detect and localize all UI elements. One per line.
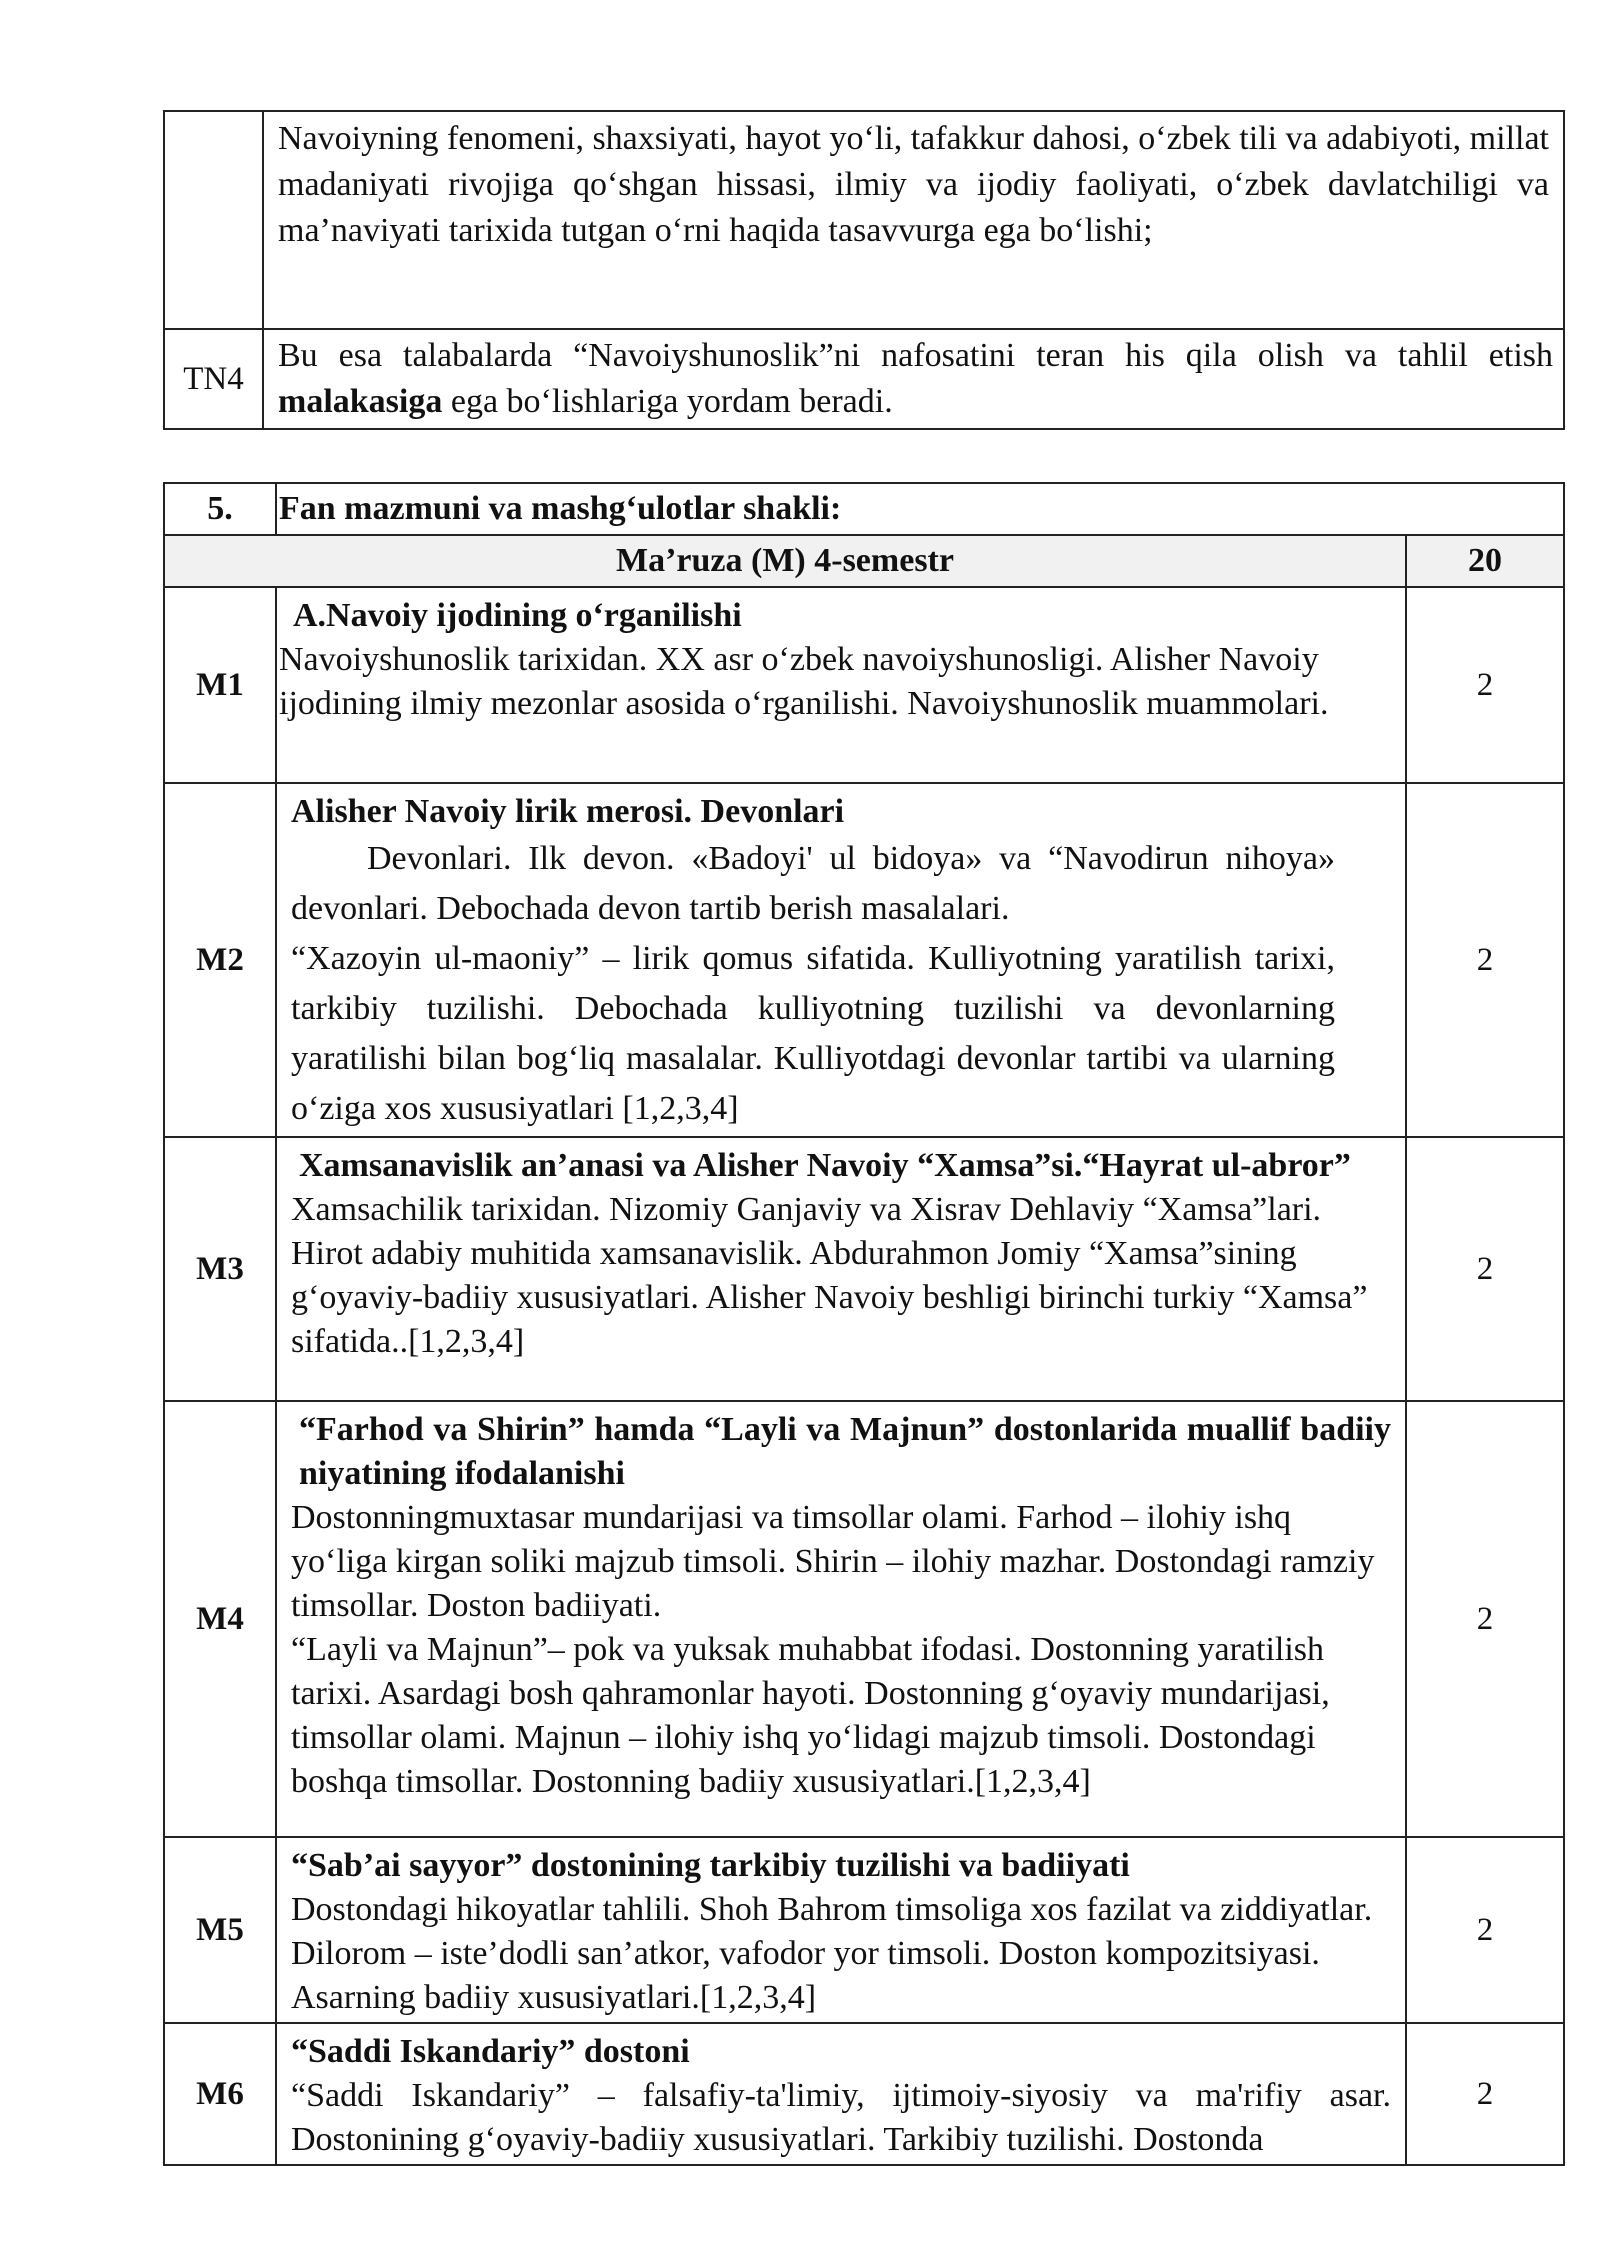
lecture-body: “Xazoyin ul-maoniy” – lirik qomus sifatida. Kulliyotning yaratilish tarixi, tarkibiy tuzilishi. Debochada kulliyotning tuzilishi va devonlarning yaratilishi bilan bog‘liq masalalar. Kulliyotdagi devonlar tartibi va ularning o‘ziga xos xususiyatlari [1,2,3,4]	[291, 940, 1335, 1127]
lecture-content	[276, 783, 1406, 1137]
table-row	[164, 1837, 1564, 2023]
lecture-body: Xamsachilik tarixidan. Nizomiy Ganjaviy va Xisrav Dehlaviy “Xamsa”lari. Hirot adabiy muhitida xamsanavislik. Abdurahmon Jomiy “Xamsa”sining g‘oyaviy-badiiy xususiyatlari. Alisher Navoiy beshligi birinchi turkiy “Xamsa” sifatida..[1,2,3,4]	[291, 1191, 1368, 1360]
lecture-hours: 2	[1406, 1137, 1564, 1401]
outcome-tn4-text-part: ega bo‘lishlariga yordam beradi.	[442, 383, 893, 420]
table-row	[164, 329, 1564, 429]
outcome-code-tn4: TN4	[164, 329, 263, 429]
lecture-content	[276, 587, 1406, 783]
outcome-intro-text: Navoiyning fenomeni, shaxsiyati, hayot yo‘li, tafakkur dahosi, o‘zbek tili va adabiyoti, millat madaniyati rivojiga qo‘shgan hissasi, ilmiy va ijodiy faoliyati, o‘zbek davlatchiligi va ma’naviyati tarixida tutgan o‘rni haqida tasavvurga ega bo‘lishi;	[263, 111, 1564, 329]
lecture-code: M5	[164, 1837, 276, 2023]
table-row	[164, 1401, 1564, 1837]
outcome-tn4-bold: malakasiga	[278, 383, 443, 420]
lecture-title: Xamsanavislik an’anasi va Alisher Navoiy “Xamsa”si.“Hayrat ul-abror”	[299, 1147, 1351, 1184]
lecture-hours: 2	[1406, 1837, 1564, 2023]
lecture-title: “Sab’ai sayyor” dostonining tarkibiy tuzilishi va badiiyati	[291, 1847, 1130, 1884]
section-title: Fan mazmuni va mashg‘ulotlar shakli:	[276, 483, 1564, 535]
outcomes-table	[163, 110, 1565, 430]
lecture-body: Devonlari. Ilk devon. «Badoyi' ul bidoya» va “Navodirun nihoya» devonlari. Debochada devon tartib berish masalalari.	[291, 840, 1335, 927]
table-row	[164, 1137, 1564, 1401]
lecture-title: “Saddi Iskandariy” dostoni	[291, 2033, 690, 2070]
lecture-content	[276, 1401, 1406, 1837]
section-number: 5.	[164, 483, 276, 535]
lecture-hours: 2	[1406, 783, 1564, 1137]
lecture-code: M3	[164, 1137, 276, 1401]
lecture-code: M2	[164, 783, 276, 1137]
semester-hours: 20	[1406, 535, 1564, 587]
lecture-code: M4	[164, 1401, 276, 1837]
lecture-title: “Farhod va Shirin” hamda “Layli va Majnun” dostonlarida muallif badiiy niyatining ifodalanishi	[299, 1411, 1391, 1492]
table-row	[164, 111, 1564, 329]
lecture-code: M6	[164, 2023, 276, 2165]
outcome-code-cell	[164, 111, 263, 329]
outcome-tn4-text-part: Bu esa talabalarda “Navoiyshunoslik”ni nafosatini teran his qila olish va tahlil etish	[278, 337, 1553, 374]
semester-title: Ma’ruza (M) 4-semestr	[164, 535, 1406, 587]
lecture-hours: 2	[1406, 587, 1564, 783]
content-table	[163, 482, 1565, 2166]
lecture-body: “Layli va Majnun”– pok va yuksak muhabbat ifodasi. Dostonning yaratilish tarixi. Asardagi bosh qahramonlar hayoti. Dostonning g‘oyaviy mundarijasi, timsollar olami. Majnun – ilohiy ishq yo‘lidagi majzub timsoli. Dostondagi boshqa timsollar. Dostonning badiiy xususiyatlari.[1,2,3,4]	[291, 1631, 1330, 1800]
outcome-tn4-text	[263, 329, 1564, 429]
table-row	[164, 2023, 1564, 2165]
lecture-code: M1	[164, 587, 276, 783]
lecture-hours: 2	[1406, 1401, 1564, 1837]
lecture-title: Alisher Navoiy lirik merosi. Devonlari	[291, 793, 845, 830]
table-row	[164, 783, 1564, 1137]
lecture-content	[276, 1137, 1406, 1401]
table-row	[164, 587, 1564, 783]
lecture-content	[276, 1837, 1406, 2023]
lecture-title: A.Navoiy ijodining o‘rganilishi	[293, 597, 742, 634]
section-header-row	[164, 483, 1564, 535]
lecture-content	[276, 2023, 1406, 2165]
lecture-body: Dostondagi hikoyatlar tahlili. Shoh Bahrom timsoliga xos fazilat va ziddiyatlar. Dilorom – iste’dodli san’atkor, vafodor yor timsoli. Doston kompozitsiyasi. Asarning badiiy xususiyatlari.[1,2,3,4]	[291, 1891, 1373, 2016]
lecture-body: “Saddi Iskandariy” – falsafiy-ta'limiy, ijtimoiy-siyosiy va ma'rifiy asar. Dostonining g‘oyaviy-badiiy xususiyatlari. Tarkibiy tuzilishi. Dostonda	[291, 2077, 1391, 2158]
lecture-body: Dostonningmuxtasar mundarijasi va timsollar olami. Farhod – ilohiy ishq yo‘liga kirgan soliki majzub timsoli. Shirin – ilohiy mazhar. Dostondagi ramziy timsollar. Doston badiiyati.	[291, 1499, 1375, 1624]
semester-header-row	[164, 535, 1564, 587]
lecture-body: Navoiyshunoslik tarixidan. XX asr o‘zbek navoiyshunosligi. Alisher Navoiy ijodining ilmiy mezonlar asosida o‘rganilishi. Navoiyshunoslik muammolari.	[279, 641, 1329, 722]
lecture-hours: 2	[1406, 2023, 1564, 2165]
